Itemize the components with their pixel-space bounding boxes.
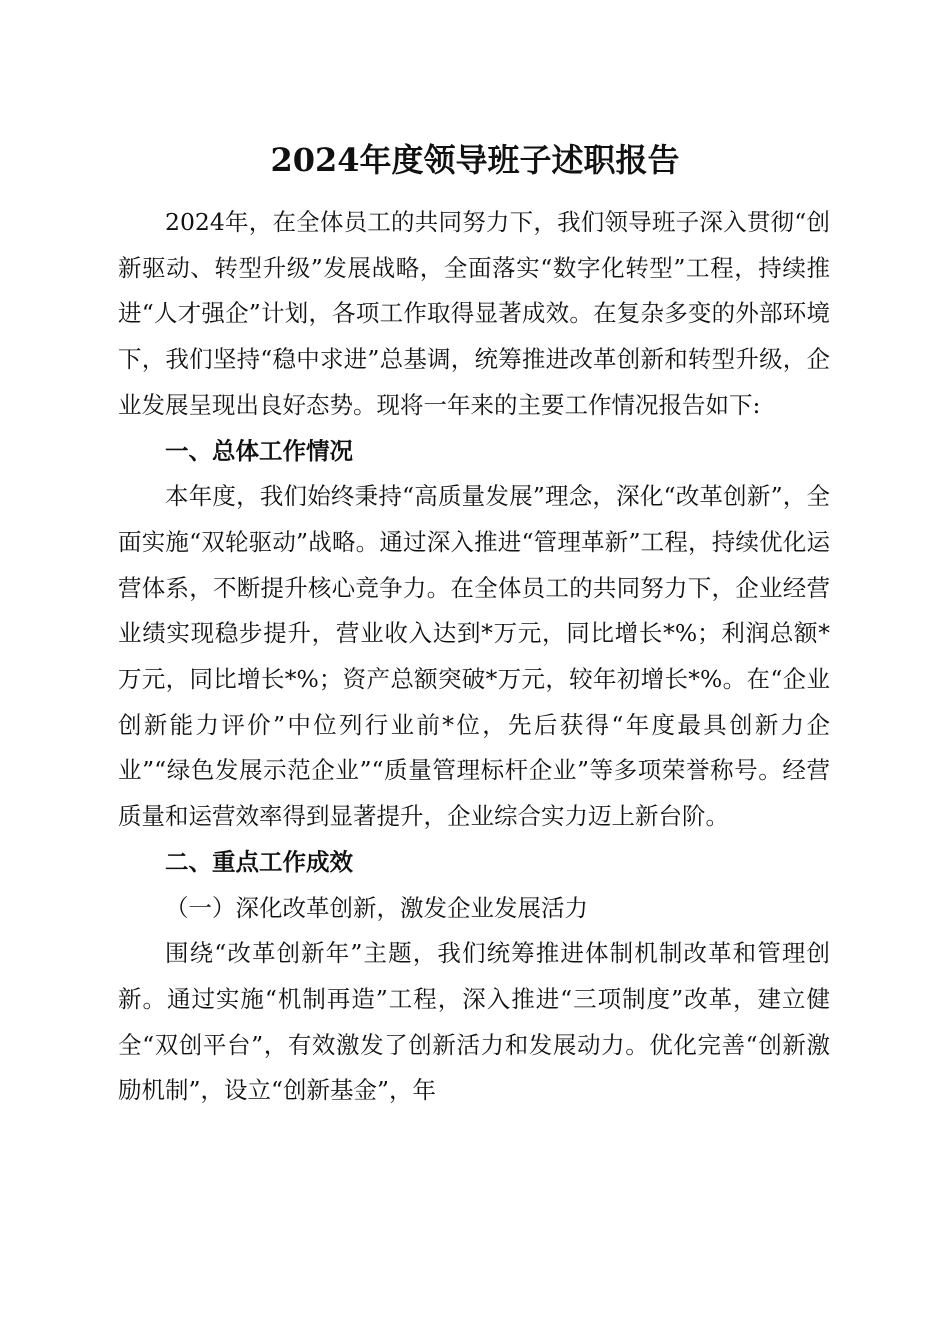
section-heading-overall: 一、总体工作情况 bbox=[165, 436, 353, 465]
intro-paragraph: 2024年，在全体员工的共同努力下，我们领导班子深入贯彻“创新驱动、转型升级”发展战略，全面落实“数字化转型”工程，持续推进“人才强企”计划，各项工作取得显著成效。在复杂多变的外部环境下，我们坚持“稳中求进”总基调，统筹推进改革创新和转型升级，企业发展呈现出良好态势。现将一年来的主要工作情况报告如下: bbox=[118, 208, 830, 419]
section-heading-key-results: 二、重点工作成效 bbox=[165, 847, 353, 876]
overall-paragraph: 本年度，我们始终秉持“高质量发展”理念，深化“改革创新”，全面实施“双轮驱动”战略。通过深入推进“管理革新”工程，持续优化运营体系，不断提升核心竞争力。在全体员工的共同努力下，企业经营业绩实现稳步提升，营业收入达到*万元，同比增长*%；利润总额*万元，同比增长*%；资产总额突破*万元，较年初增长*%。在“企业创新能力评价”中位列行业前*位，先后获得“年度最具创新力企业”“绿色发展示范企业”“质量管理标杆企业”等多项荣誉称号。经营质量和运营效率得到显著提升，企业综合实力迈上新台阶。 bbox=[118, 482, 830, 831]
document-body bbox=[118, 200, 830, 1114]
document-title: 2024年度领导班子述职报告 bbox=[270, 141, 680, 179]
subsection-heading-reform: （一）深化改革创新，激发企业发展活力 bbox=[165, 893, 588, 922]
reform-paragraph: 围绕“改革创新年”主题，我们统筹推进体制机制改革和管理创新。通过实施“机制再造”工程，深入推进“三项制度”改革，建立健全“双创平台”，有效激发了创新活力和发展动力。优化完善“创新激励机制”，设立“创新基金”，年 bbox=[118, 939, 830, 1105]
